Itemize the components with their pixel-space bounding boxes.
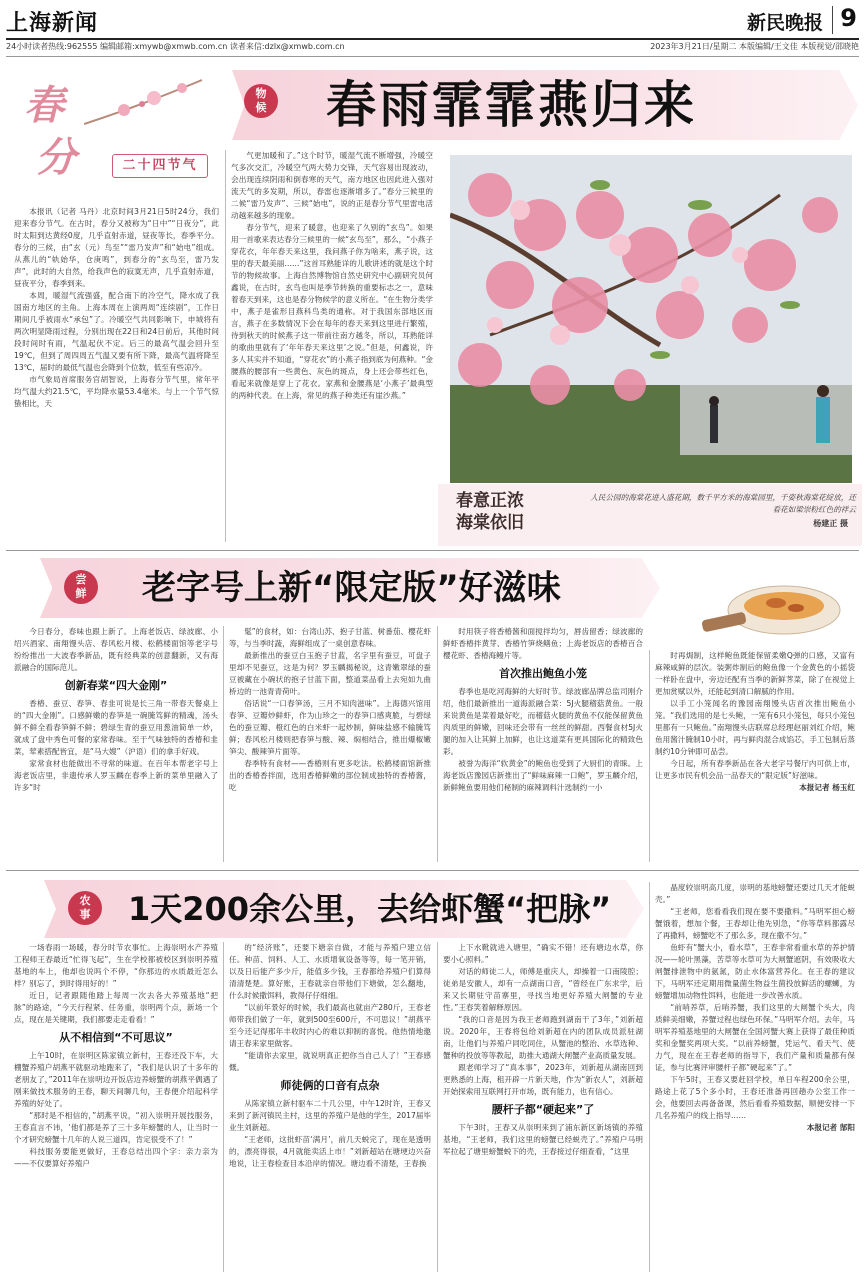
story2-stamp: 尝鲜 bbox=[64, 570, 98, 604]
edition-rule bbox=[6, 56, 859, 57]
masthead bbox=[6, 4, 861, 38]
story2-c1-p2: 香椿、蚕豆、春笋、春韭可说是长三角一带春天餐桌上的“四大金刚”。口感鲜嫩的春笋是一碗腌笃鲜的精魂，汤头鲜不鲜全看春笋鲜不鲜；碧绿生青的蚕豆用葱油简单一炒，就成了盘中秀色可餐的家常春味。至于气味独特的香椿和韭菜，荤素搭配皆宜，是“马大嫂”（沪语）们的拿手好戏。 bbox=[14, 699, 218, 756]
story3-c3-p1: 上下水靴就进入塘里，“确实不错！还有塘边水草，你要小心照料。” bbox=[443, 943, 643, 964]
story2-c3-p3: 被誉为海洋“软黄金”的鲍鱼也受到了大厨们的青睐。上海老饭店豫园店新推出了“鲜味麻辣一口鲍”，罗玉麟介绍，新鲜鲍鱼要用他们秘制的麻辣调料汁选制约一小 bbox=[443, 759, 643, 792]
begonia-photo bbox=[450, 155, 852, 483]
story3-column-2 bbox=[229, 942, 431, 1276]
column-divider bbox=[223, 942, 224, 1272]
photo-caption-title: 春意正浓 海棠依旧 bbox=[456, 491, 524, 533]
story3-column-1 bbox=[14, 942, 218, 1276]
story3-c3-p4: 跟老师学习了“真本事”，2023年，刘新超从湖南回到更熟悉的上海，租开辟一片新天地，作为“新农人”，刘新超开始探索用互联网打开市场，既有能力，也有信心。 bbox=[443, 1063, 643, 1096]
story2-headline: 老字号上新“限定版”好滋味 bbox=[142, 568, 561, 608]
story2-subhead-2: 首次推出鲍鱼小笼 bbox=[499, 667, 587, 680]
column-divider bbox=[223, 626, 224, 862]
story2-c2-p4: 春季特有食材——香椿则有更多吃法。松鹤楼面馆新推出的香椿香拌面，选用香椿鲜嫩的部位制成独特的香椿酱，吃 bbox=[229, 759, 431, 792]
story3-column-4 bbox=[655, 882, 855, 1276]
story3-c4-p5: 下午5时，王春又要赶回学校，单日车程200余公里，路途上花了5个多小时，王春还准备再回趟办公室工作一会，他要回去再备备课，然后看看养殖数据，顺便安排一下几名养殖户的线上指导…… bbox=[655, 1075, 855, 1120]
story3-c4-p2: “王老师，您看看我们现在要不要撒料。”马明军担心螃蟹饿着，想加个餐，王春却让他先别急，“你等草料都露尽了再撒料，螃蟹吃不了那么多，现在撒不匀。” bbox=[655, 907, 855, 940]
story1-c1-p2: 本周，暖湿气流强盛，配合南下的冷空气，降水成了我国南方地区的主角。上海本周在上演两周“连续剧”，工作日期间几乎被雨水“承包”了。冷暖空气共同影响下，申城将有两次明显降雨过程，分别出现在22日和24日前后，其他时间段时间时有雨，气温起伏不定。后三的最高气温会回升至19℃，但到了周四周五气温又要有所下降，最高气温将降至13℃，届时的最低气温也会降到个位数，低至有些凉冷。 bbox=[14, 291, 219, 372]
story1-column-1 bbox=[14, 206, 219, 544]
story1-c1-p1: 本报讯（记者 马丹）北京时间3月21日5时24分，我们迎来春分节气。在古时，春分又被称为“日中”“日夜分”，此时太阳到达黄经0度，几乎直射赤道，昼夜等长，春季平分。春分的三候，由“玄（元）鸟至”“雷乃发声”和“始电”组成。从燕儿的“轨始华，仓庚鸣”，到春分的“玄鸟至，雷乃发声”，此时的大自然，给我声色的寂寞无声，几乎直射赤道，昼夜平分，春季到来。 bbox=[14, 207, 219, 288]
season-glyph-equinox: 分 bbox=[36, 134, 76, 181]
story3-c2-p2: “以前年景好的时候，我们最高也就亩产280斤，王春老师带我们做了一年，就到500至600斤，不可思议！”胡燕平至今还记得那年丰收时内心的难以抑制的喜悦。他热情地邀请王春来家里做客。 bbox=[229, 1003, 431, 1048]
photo-caption-box bbox=[438, 484, 862, 546]
column-divider bbox=[437, 626, 438, 862]
story3-c1-p1: 一场春雨一场暖，春分时节农事忙。上海崇明水产养殖工程师王春最近“忙得飞起”，生在学校都被校区到崇明养殖基地的车上，他却也说吗个不停，“你那边的水质最近怎么样？别忘了，到时得用好的！” bbox=[14, 943, 218, 988]
story3-c1-p5: 科技服务要能更做好，王春总结出四个字：亲力亲为——不仅要算好养殖户 bbox=[14, 1147, 218, 1168]
story1-c1-p3: 市气象局首席服务官胡智说，上海春分节气里，常年平均气温大约21.5℃，平均降水量53.4毫米。与上一个节气惊蛰相比，天 bbox=[14, 375, 219, 408]
story2-c1-p1: 今日春分，春味也跟上新了。上海老饭店、绿波廊、小绍兴酒家、南翔馒头店、春风松月楼、松鹤楼面馆等老字号纷纷推出一大波春季新品，既有经典菜的创意翻新，又有海派融合的国际范儿。 bbox=[14, 627, 218, 672]
abalone-dish-image bbox=[696, 570, 846, 640]
story2-column-3 bbox=[443, 626, 643, 866]
solar-term-tag: 二十四节气 bbox=[112, 154, 208, 178]
story2-column-4 bbox=[655, 650, 855, 866]
story2-c2-p2: 最新推出的蚕豆白玉抱子甘蓝，名字里有蚕豆，可盘子里却不见蚕豆，这是为何？罗玉麟揭秘说，这青嫩翠绿的蚕豆被藏在小碗状的抱子甘蓝下面，整道菜品看上去宛如九曲桥边的一池青青荷叶。 bbox=[229, 651, 431, 696]
story1-c2-p2: 春分节气，迎来了暖意，也迎来了久别的“玄鸟”。如果用一首歌来表达春分三候里的一候“玄鸟至”，那么，“小燕子穿花衣，年年春天来这里，我问燕子你为啥来，燕子说，这里的春天最美丽……”这首耳熟能详的儿歌讲述的就是这个时节的物候故事。上海自然博物馆自然史研究中心副研究员何鑫说，在古时，玄鸟也叫是季节转换的重要标志之一，意味着春天到来，这也是春分物候学的意义所在。“在生物分类学中，燕子是雀形目燕科鸟类的通称。对于我国东部地区而言，燕子在多数情况下会在每年的春天来到这里进行繁殖，待到秋天的时候燕子这一带前往南方越冬，所以，耳熟能详的歌曲里就有了‘年年春天来这里’之说。”但是，何鑫说，许多人其实并不知道，“穿花衣”的小燕子指到底为何燕种。“金腰燕的腰部有一些黄色、灰色的斑点，身上还会带些红色，看起来就像是穿上了花衣。家燕和金腰燕是‘小燕子’最典型的两种代表。在上海，常见的燕子种类还有崖沙燕。” bbox=[231, 223, 433, 400]
blossom-branch-icon bbox=[84, 74, 204, 134]
story3-byline: 本报记者 郜阳 bbox=[806, 1123, 855, 1132]
story2-c3-p1: 时用筷子将香椿酱和面搅拌均匀，唇齿留香；绿波廊的鲜虾香椿拌黄芽、香椿竹笋烧鳝鱼；上海老饭店的香椿百合樱花虾、香椿海鳗片等。 bbox=[443, 627, 643, 660]
spring-equinox-badge bbox=[14, 66, 210, 194]
story1-headline: 春雨霏霏燕归来 bbox=[326, 76, 697, 134]
edition-line bbox=[6, 41, 859, 55]
story2-c2-p3: 俗话说“一口春笋汤，三月不知肉滋味”。上海德兴馆用春笋、豆瓣炒鲜虾，作为山珍之一的春笋口感爽脆，与碧绿色的蚕豆瓣、橙红色的白米虾一起炒制，鲜味盐感不输腌笃鲜；春风松月楼则把春笋与酸、辣、焖相结合，推出爆椒嫩笋尖、酸辣笋片面等。 bbox=[229, 699, 431, 756]
story1-c2-p1: 气更加暖和了。”这个时节，暖湿气流不断增强，冷暖空气多次交汇，冷暖空气两大势力交锋，天气容易出现波动，会出现连续阴雨和倒春寒的天气，南方地区也因此进入强对流天气的多发期，所以，春雷也逐渐增多了。”春分三候里的二候“雷乃发声”、三候“始电”，说的正是春分节气里雷电活动越来越多的现象。 bbox=[231, 151, 433, 220]
story3-c4-p1: 晶度较崇明高几度，崇明的基地螃蟹还要过几天才能蜕壳。” bbox=[655, 883, 855, 904]
story3-stamp: 农事 bbox=[68, 891, 102, 925]
column-divider bbox=[225, 150, 226, 542]
story2-c4-p2: 以手工小笼闻名的豫园南翔馒头店首次推出鲍鱼小笼。“我们选用的是七头鲍，一笼有6只小笼包，每只小笼包里都有一只鲍鱼。”南翔馒头店联席总经理赵丽刘红介绍，鲍鱼用酱汁腌制10小时，再与鲜肉混合成馅芯，手工包制后蒸制约10分钟即可品尝。 bbox=[655, 699, 855, 756]
column-divider bbox=[437, 942, 438, 1272]
story1-column-2 bbox=[231, 150, 433, 544]
section-title: 上海新闻 bbox=[6, 11, 99, 36]
story3-subhead-1: 从不相信到“不可思议” bbox=[59, 1031, 173, 1044]
begonia-blossom-image bbox=[450, 155, 852, 483]
story2-subhead-1: 创新春菜“四大金刚” bbox=[64, 679, 168, 692]
story3-c4-p3: 鱼虾有“蟹大小，看水草”，王春非常看重水草的养护情况——轮叶黑藻，苦草等水草可为大闸蟹遮阴，有效吸收大闸蟹排泄物中的氨氮，防止水体富营养化。在王春的建议下，马明军还定期用微量菌生物益生菌投放鲜活的螺蛳，为螃蟹增加动物性饵料，也能进一步改善水质。 bbox=[655, 943, 855, 1000]
edition-info: 2023年3月21日/星期二 本版编辑/王文佳 本版视觉/邵晓艳 bbox=[650, 42, 859, 51]
story3-c2-p1: 的“经济账”，还要下塘亲自做，才能与养殖户建立信任。种苗、饲料、人工、水质增氧设备等等，每一笔开销，以及日后能产多少斤，能值多少钱，王春都给养殖户们算得清清楚楚。算好账，王春就亲自带他们下塘做，怎么翻地，什么时候撒饵料，教得仔仔细细。 bbox=[229, 943, 431, 1000]
story1-stamp: 物候 bbox=[244, 84, 278, 118]
story3-c3-p5: 下午3时，王春又从崇明来到了浦东新区新场镇的养殖基地，“王老师，我们这里的螃蟹已经蜕壳了。”养殖户马明军拉起了塘里螃蟹蜕下的壳，王春接过仔细查看，“这里 bbox=[443, 1123, 643, 1156]
story3-c2-p4: 从陈家镇立新村驱车二十几公里，中午12时许，王春又来到了新河镇民主村，这里的养殖户是他的学生，2017届毕业生刘新超。 bbox=[229, 1099, 431, 1132]
story2-byline: 本报记者 杨玉红 bbox=[799, 783, 855, 792]
column-divider bbox=[649, 882, 650, 1272]
story3-c1-p3: 上午10时，在崇明区陈家镇立新村，王春还没下车，大棚蟹养殖户胡燕平就驱动地跑来了，“我们是认识了十多年的老朋友了，”2011年在崇明边开饭店边养螃蟹的胡燕平偶遇了刚来做技术服务的王春，聊天间聊几句，王春便介绍起科学养殖的好处了。 bbox=[14, 1051, 218, 1108]
story3-c1-p4: “那时是不相信的，”胡燕平说，“初入崇明开展技服务，王春直言不讳，‘他们都是养了三十多年螃蟹的人，让当时一个才研究螃蟹十几年的人说三道四，肯定很受不了！” bbox=[14, 1111, 218, 1144]
story3-c3-p3: “我的口音是因为我王老师跑到湖南干了3年，”刘新超说。2020年，王春将包给刘新超在内的团队成员派驻湖南，让他们与养殖户同吃同住，从蟹池的整治、水草选种、蟹种的投放等等教起，助推大通湖大闸蟹产业高质量发展。 bbox=[443, 1015, 643, 1060]
story3-c2-p5: “王老师，这批虾苗‘满月’，前几天蜕完了，现在是透明的，漂亮得很，4月就能卖活上市！”刘新超站在塘埂边兴奋地说，让王春检查目本沿岸的情况。塘边看不清楚，王春换 bbox=[229, 1135, 431, 1168]
story2-c4-p1: 时再焗制，这样鲍鱼既能保留柔嫩Q弹的口感，又富有麻辣咸鲜的层次。装粥炸制后的鲍鱼像一个金黄色的小摇袋一样卧在盘中，旁边还配有当季的新鲜荠菜，除了在视觉上更加赏赋以外，还能起到清口解腻的作用。 bbox=[655, 651, 855, 696]
photo-caption-text: 人民公园的海棠花进入盛花期，数千平方米的海棠园里，千姿秋海棠花绽放，还看花如梁崇粉红色的祥云 bbox=[590, 493, 856, 514]
story2-column-1 bbox=[14, 626, 218, 866]
photo-credit: 杨建正 摄 bbox=[813, 519, 848, 528]
story3-c4-p4: “前哨养草，后哨养蟹，我们这里的大闸蟹个头大，肉质鲜美细嫩，养蟹过程也绿色环保。”马明军介绍。去年，马明军养殖基地里的大闸蟹在全国河蟹大赛上获得了最佳种质奖和金蟹奖两项大奖。“以前养螃蟹，凭运气、看天气、使力气，现在在王春老师的指导下，我们产量和质量都有保证，参与比赛评审腰杆子都“硬起来”了。” bbox=[655, 1003, 855, 1072]
story3-column-3 bbox=[443, 942, 643, 1276]
season-glyph-spring: 春 bbox=[24, 82, 64, 129]
story3-c2-p3: “能请你去家里，就说明真正把你当自己人了！”王春感慨。 bbox=[229, 1051, 431, 1072]
section-rule bbox=[6, 550, 859, 551]
column-divider bbox=[649, 650, 650, 862]
dish-icon bbox=[696, 570, 846, 640]
story2-c1-p3: 家常食材也能做出不寻常的味道。在百年本帮老字号上海老饭店里，非遗传承人罗玉麟在春季上新的菜单里融入了许多“时 bbox=[14, 759, 218, 792]
story3-c3-p2: 对话的师徒二人，师傅是重庆人，却操着一口南陵腔；徒弟是安徽人，却有一点湖南口音，“曾经在广东求学，后来又长期驻守苗寨里，寻找当地更好养殖大闸蟹的专业性。”王春笑着解释原因。 bbox=[443, 967, 643, 1012]
story3-subhead-2: 师徒俩的口音有点杂 bbox=[280, 1079, 380, 1092]
story3-c1-p2: 近日，记者跟随他踏上每周一次去各大养殖基地“把脉”的路途，“今天行程紧、任务重，崇明两个点，新场一个点，现在是关键期，我们都要走走看看！” bbox=[14, 991, 218, 1024]
section-rule bbox=[6, 870, 859, 871]
newspaper-name: 新民晚报 bbox=[746, 12, 823, 34]
reader-hotline: 24小时读者热线:962555 编辑邮箱:xmywb@xmwb.com.cn 读者来信:dzlx@xmwb.com.cn bbox=[6, 42, 345, 51]
story3-subhead-3: 腰杆子都“硬起来”了 bbox=[491, 1103, 595, 1116]
story2-column-2 bbox=[229, 626, 431, 866]
masthead-rule bbox=[6, 38, 859, 40]
masthead-divider bbox=[832, 6, 833, 34]
story2-c2-p1: 髦”的食材，如：台湾山苏、抱子甘蓝、树番茄、樱花虾等，与当季时蔬，海鲜组成了一桌创意春味。 bbox=[229, 627, 431, 648]
story3-headline: 1天200余公里，去给虾蟹“把脉” bbox=[128, 890, 612, 928]
story2-c3-p2: 春季也是吃河海鲜的大好时节。绿波廊品牌总监司刚介绍，他们最新推出一道海派融合菜：5J火腿稽菇黄鱼。一般来说黄鱼是菜着最好吃，而稽菇火腿的黄鱼不仅能保留黄鱼肉质里的鲜嫩，回味还会带有一丝丝的鲜甜。西餐食材5J火腿的加入让其鲜上加鲜，也让这道菜有更具国际化的精致色彩。 bbox=[443, 687, 643, 756]
page-number: 9 bbox=[840, 4, 857, 32]
story2-c4-p3: 今日起，所有春季新品在各大老字号餐厅内可供上市，让更多市民有机会品一品春天的“限定版”好滋味。 bbox=[655, 759, 855, 780]
